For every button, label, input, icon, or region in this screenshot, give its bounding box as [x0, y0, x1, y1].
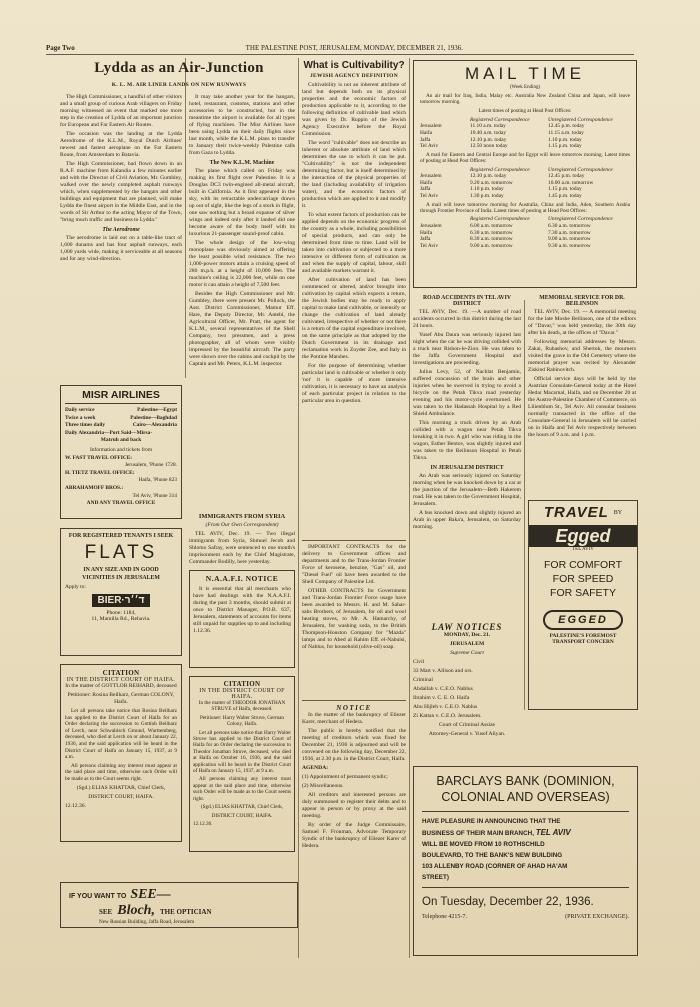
bloch-name: Bloch, — [117, 903, 155, 918]
misr-row: Matruh and back — [100, 437, 142, 444]
road-subhead: IN JERUSALEM DISTRICT — [430, 465, 504, 471]
cultivability-para: To what extent factors of production can be applied depends on the economic progress of the country as a whole, including possibilities of special products, and can only be determined from time to time. Land will be taken into cultivation or subjected to a more intensive or different form of cultivation as and when the supply of capital, labour, skill and available markets warrant it. — [302, 212, 406, 274]
egged-travel: TRAVEL — [543, 504, 609, 521]
egged-slogan: FOR SPEED — [552, 573, 614, 585]
cultivability-headline: What is Cultivability? — [303, 60, 405, 71]
lydda-para: The occasion was the landing at the Lydda Aerodrome of the K.L.M., Royal Dutch Airlines' newest and fastest aeroplane on the Far Eastern Route, from Amsterdam to Batavia. — [60, 131, 182, 158]
barclays-line: STREET) — [422, 874, 449, 881]
lydda-para: The High Commissioner, a handful of other visitors and a small group of curious Arab villagers on Friday morning witnessed an event that marked one more step in the creation of Lydda of an important junction for European and Far Eastern Air Routes. — [60, 94, 182, 128]
lydda-para: It may take another year for the hangars, hotel, restaurant, customs, stations and other accessories to be constructed, but in the meantime the airport is available for all types of flying machines. The Misr Airlines have been using Lydda on their daily flights since last month, while the K.L.M. plans to transfer to January their twice-weekly Palestine calls from Gaza to Lydda. — [189, 94, 295, 156]
road-para: A bus knocked down and slightly injured an Arab in upper Baka'a, Jerusalem, on Saturday morning. — [413, 510, 521, 530]
lydda-para: Besides the High Commissioner and Mr. Gumbley, there were present Mr. Pollock, the Asst. District Commissioner, Mamur Eff. Hare, the Deputy Director, Mr. Antebi, the Agricultural Officer, Mr. Pratt, the agent for K.L.M., several representatives of the Shell Company, two pressmen, and a press photographer, all of whom were visibly impressed by the beautiful aircraft. The party were shown over the cabins and cockpit by the Captain and Mr. Peters, K.L.M. inspector. — [189, 291, 295, 367]
lydda-para: The whole design of the low-wing monoplane was obviously aimed at offering the least possible wind resistance. The two 1,000-power motors attain a cruising speed of 280 m.p.h. at a height of 10,000 feet. The machine's ceiling is 22,000 feet, while on one motor it can attain a height of 7,500 feet. — [189, 240, 295, 288]
lydda-col1 — [60, 94, 182, 382]
bankruptcy-notice — [302, 700, 406, 950]
lydda-headline: Lydda as an Air-Junction — [94, 60, 264, 76]
road-para: TEL AVIV, Dec. 19. —A number of road accidents occurred in this district during the last 24 hours. — [413, 309, 521, 329]
citation-petitioner: Petitioner: Harry Walter Struve, German Colony, Haifa. — [199, 714, 285, 728]
misr-title: MISR AIRLINES — [65, 389, 177, 404]
mail-row: Jerusalem 6.00 a.m. tomorrow 6.30 a.m. tomorrow — [420, 222, 591, 229]
bankruptcy-para: In the matter of the bankruptcy of Eliezer Karer, merchant of Hedera. — [302, 712, 406, 725]
lydda-para: The aerodrome is laid out on a table-like tract of 1,600 dunams and has four asphalt runways, each 1,000 yards wide, making it serviceable at all seasons and for any wind-direction. — [60, 235, 182, 262]
road-accidents-title: ROAD ACCIDENTS IN TEL AVIV DISTRICT — [422, 295, 512, 307]
contracts-para: OTHER CONTRACTS for Government and Trans-Jordan Frontier Force usage have been awarded to Messrs. H. and M. Sahar-sahs Brothers, of Jerusalem, for oil and wool heating stoves, to Mr. A. Hamarchy, of Jerusalem, for washing soda, to the British Thompson-Houston Company for "Mazda" lamps and to Abed al Rahim Eff. el-Nabulsi, of Nablus, for household (olive-oil) soap. — [302, 588, 406, 650]
citation-date: 12.12.36. — [193, 820, 213, 827]
citation-court: IN THE DISTRICT COURT OF HAIFA. — [199, 688, 285, 700]
barclays-line: HAVE PLEASURE IN ANNOUNCING THAT THE — [422, 818, 561, 825]
mail-time-title: MAIL TIME — [464, 64, 586, 83]
lydda-section-head: The New K.L.M. Machine — [209, 160, 275, 166]
mail-time-box — [413, 60, 637, 288]
flats-address: 11, Mamilla Rd., Rehavia. — [91, 616, 151, 622]
egged-by: BY — [613, 509, 623, 516]
law-case: 33 Mart v. Allison and ors. — [413, 668, 473, 674]
immigrants-article — [189, 510, 295, 574]
law-case: Abu Hijleh v. C.E.O. Nablus — [413, 704, 478, 710]
naafi-notice — [189, 570, 295, 668]
immigrants-body: TEL AVIV, Dec. 19. — Two illegal immigrants from Syria, Shmuel Jecob and Shlomo Safray, were sentenced to one month's imprisonment each by the Chief Magistrate, Commander Bodilly, here yesterday. — [189, 531, 295, 565]
barclays-date: On Tuesday, December 22, 1936. — [422, 896, 594, 908]
mail-intro: A mail will leave tomorrow morning for Australia, China and India, Aden, Southern Arabia through Frontier Province of India. Latest times of posting at Head Post Offices: — [420, 201, 630, 214]
bier-logo: BIER·ד׳׳ר — [92, 594, 151, 607]
mail-intro: An air mail for Iraq, India, Malay etc. Australia New Zealand China and Japan, will leave tomorrow morning. — [420, 93, 630, 106]
bankruptcy-para: By order of the Judge Commissaire, Samuel F. Frouman, Advocate Temporary Syndic of the bankruptcy of Eliezer Karer of Hedera. — [302, 822, 406, 849]
law-title: LAW NOTICES — [431, 622, 503, 632]
bloch-address: New Russian Building, Jaffa Road, Jerusalem — [99, 919, 195, 925]
mail-row: Jaffa 8.30 a.m. tomorrow 9.00 a.m. tomorrow — [420, 236, 591, 243]
lydda-para: The plane which called on Friday was making its first flight over Palestine. It is a Douglas DC3 twin-engined all-metal aircraft, built in California. As it first appeared in the sky, with its retractable undercarriage drawn up out of sight, like the legs of a stork in flight, one saw nothing but a broad expanse of silver wings and indeed only after it landed did one become aware of the body itself with its luxurious 21-passenger sound-proof cabin. — [189, 168, 295, 237]
naafi-body: It is essential that all merchants who have had dealings with the N.A.A.F.I. during the past 3 months, should submit at once to District Manager, P.O.B. 637, Jerusalem, statements of accounts for items still unpaid for supplies up to and including 1.12.36. — [193, 586, 291, 634]
flats-title: FLATS — [84, 542, 158, 563]
citation-signature: (Sgd.) ELIAS KHATTAR, Chief Clerk, — [200, 804, 284, 811]
law-case: Abdallah v. C.E.O. Nablus — [413, 686, 473, 692]
mail-row: Jaffa 1.10 p.m. today 1.15 p.m. today — [420, 186, 582, 193]
cultivability-para: Cultivability is not an inherent attribute of land but depends both on its physical properties and the economic factors of production applicable to it, according to the following definition of cultivable land which was given by Dr. Ruppin of the Jewish Agency Executive before the Royal Commission. — [302, 82, 406, 137]
road-para: An Arab was seriously injured on Saturday morning when he was knocked down by a car at the junction of the Jerusalem—Beth Hakerem road. He was taken to the Government Hospital, Jerusalem. — [413, 473, 521, 507]
cultivability-subhead: JEWISH AGENCY DEFINITION — [310, 73, 398, 79]
bloch-optician-ad — [60, 882, 298, 928]
law-case: Attorney-General v. Yusef Aliyan. — [428, 731, 506, 737]
contracts-article — [302, 540, 406, 690]
mail-table-header: Registered Correspondence Unregistered Correspondence — [470, 216, 613, 223]
mail-latest: Latest times of posting at Head Post Offices: — [478, 107, 572, 114]
lydda-subhead: K. L. M. AIR LINER LANDS ON NEW RUNWAYS — [111, 82, 247, 88]
misr-agent-phone: Tel Aviv, 'Phone 314 — [132, 492, 177, 499]
barclays-ad — [413, 766, 638, 956]
citation-beilharz — [60, 664, 182, 842]
citation-signature: (Sgd.) ELIAS KHATTAR, Chief Clerk, — [76, 784, 166, 791]
citation-court: IN THE DISTRICT COURT OF HAIFA. — [66, 677, 176, 683]
law-date: MONDAY, Dec. 21. — [443, 632, 491, 638]
misr-row: Daily service Palestine—Egypt — [65, 407, 177, 413]
law-criminal: Criminal — [413, 677, 433, 683]
immigrants-byline: (From Our Own Correspondent) — [205, 522, 279, 528]
lydda-col2 — [189, 94, 295, 502]
barclays-title: COLONIAL AND OVERSEAS) — [441, 790, 610, 804]
citation-court-sig: DISTRICT COURT, HAIFA. — [88, 793, 154, 800]
bankruptcy-title: NOTICE — [336, 704, 372, 712]
law-case: Ibrahim v. C. E. O. Haifa — [413, 695, 470, 701]
mail-row: Haifa 6.30 a.m. tomorrow 7.30 a.m. tomorrow — [420, 229, 591, 236]
egged-slogan: FOR COMFORT — [544, 559, 622, 571]
misr-agent: ABRAHAMOFF BROS.: — [65, 484, 124, 491]
cultivability-article — [302, 60, 406, 530]
cultivability-para: For the purpose of determining whether particular land is cultivable or whether it only 'not' it is capable of more intensive cultivation, it is necessary to have an analysis of each particular project in relation to the particular area in question. — [302, 363, 406, 404]
mail-row: Jerusalem 11.10 a.m. today 12.45 p.m. today — [420, 123, 585, 130]
running-head — [46, 44, 634, 55]
lydda-para: The High Commissioner, had flown down in an R.A.F. machine from Kalandia a few minutes earlier and with the Director of Civil Aviation, Mr. Gumbley, walked over the newly completed asphalt runways which, when supplemented by the hangars and other buildings and equipment that are planned, will make Lydda the finest airport in the Middle East, and in the words of Sir Arthur to the acting Mayor of the Town, "bring much traffic and business to Lydda." — [60, 161, 182, 223]
mail-row: Haifa 10.40 a.m. today 11.15 a.m. today — [420, 130, 584, 136]
flats-body: IN ANY SIZE AND IN GOOD VICINITIES IN JERUSALEM — [82, 567, 160, 581]
misr-info: Information and tickets from — [89, 446, 153, 453]
citation-body: Let all persons take notice that Rosina Beilharz has applied to the District Court of Haifa for an Order declaring the succession to Gottlob Beilharz of Lerch, near Schwabisch Gmund, Wurttemberg, deceased, who died at Lerch on or about January 22, 1936, and the said application will be heard in the District Court of Haifa on January 15, 1937, at 9 a.m. — [65, 708, 177, 761]
barclays-line: WILL BE MOVED FROM 10 ROTHSCHILD — [422, 841, 545, 848]
bloch-line1: IF YOU WANT TO — [69, 893, 127, 900]
misr-agent: W. FAST TRAVEL OFFICE: — [65, 454, 133, 461]
citation-date: 12.12.36. — [65, 802, 86, 809]
law-civil: Civil — [413, 659, 425, 665]
citation-matter: In the matter of GOTTLOB REIHARD, deceased — [65, 683, 177, 689]
flats-ad — [60, 528, 182, 656]
mail-row: Tel Aviv 12.50 noon today 1.15 p.m. today — [420, 143, 582, 150]
citation-title: CITATION — [223, 680, 261, 688]
page-number: Page Two — [46, 44, 75, 52]
flats-phone: Phone: 1184, — [106, 610, 136, 616]
egged-ad — [528, 500, 638, 710]
barclays-line: 103 ALLENBY ROAD (CORNER OF AHAD HA'AM — [422, 863, 568, 870]
egged-badge: EGGED — [558, 614, 608, 626]
immigrants-title: IMMIGRANTS FROM SYRIA — [198, 513, 286, 520]
egged-tagline: TRANSPORT CONCERN — [552, 639, 614, 645]
law-court: Supreme Court — [450, 650, 484, 656]
law-court-assize: Court of Criminal Assize — [438, 722, 496, 728]
egged-logo: Egged — [529, 525, 637, 547]
citation-body: All persons claiming any interest must appear at the said place and time, otherwise such Order will be made as to the Court seems right. — [193, 776, 291, 802]
law-notices — [413, 622, 521, 752]
contracts-para: IMPORTANT CONTRACTS for the delivery to Government offices and departments and to the Trans-Jordan Frontier Force of kerosene, benzine, "Gas" oil, and "Diesel Fuel" oil have been awarded to the Shell Company of Palestine Ltd. — [302, 544, 406, 585]
mail-row: Haifa 9.20 a.m. tomorrow 10.00 a.m. tomorrow — [420, 179, 594, 186]
barclays-line: BOULEVARD, TO THE BANK'S NEW BUILDING — [422, 852, 563, 859]
bankruptcy-agenda-item: (2) Miscellaneous. — [302, 783, 344, 789]
mail-row: Tel Aviv 9.00 a.m. tomorrow 9.30 a.m. tomorrow — [420, 242, 591, 249]
road-accidents-article — [413, 292, 521, 597]
masthead-line: THE PALESTINE POST, JERUSALEM, MONDAY, DECEMBER 21, 1936. — [245, 44, 464, 52]
misr-agent: H. TIETZ TRAVEL OFFICE: — [65, 469, 135, 476]
flats-apply: Apply to: — [65, 584, 86, 590]
citation-body: All persons claiming any interest must appear at the said place and time, otherwise such Order will be made as to the Court seems right. — [65, 762, 177, 782]
flats-top: FOR REGISTERED TENANTS I SEEK — [68, 533, 174, 539]
citation-body: Let all persons take notice that Harry Walter Struve has applied to the District Court of Haifa for an Order declaring the succession to Theodor Jonathan Struve, deceased, who died at Haifa on October 16, 1936, and the said application will be heard in the District Court of Haifa on January 15, 1937, at 9 a.m. — [193, 729, 291, 775]
bloch-line3: THE OPTICIAN — [159, 908, 212, 916]
mail-row: Jerusalem 12.10 p.m. today 12.45 p.m. today — [420, 173, 585, 180]
citation-court-sig: DISTRICT COURT, HAIFA. — [211, 812, 273, 819]
road-para: This morning a truck driven by an Arab collided with a wagon near Petah Tikva breaking it in two. A girl who was riding in the wagon, Esther Bentov, was slightly injured and was taken to the Beilinson Hospital in Petah Tikva. — [413, 420, 521, 461]
egged-tagline: PALESTINE'S FOREMOST — [549, 633, 617, 639]
memorial-para: Official service days will be held by the Austrian Consulate-General today at the Hotel Hedar Macarnal, Haifa, and on December 20 at the Austro-Palestine Chamber of Commerce, on Lilienblum St., Tel Aviv. All consular business normally transacted in the office of the Consulate-General in Jerusalem will be carried on in Haifa and Tel Aviv respectively between the hours of 9 a.m. and 1 p.m. — [528, 376, 636, 438]
mail-table-header: Registered Correspondence Unregistered Correspondence — [470, 116, 613, 123]
memorial-article — [528, 292, 636, 497]
bankruptcy-para: The public is hereby notified that the meeting of creditors which was fixed for December 21, 1936 is adjourned and will be convened on the following day, December 22, 1936, at 2.30 p.m. in the District Court, Haifa. — [302, 728, 406, 762]
mail-row: Jaffa 12.10 p.m. today 1.10 p.m. today — [420, 136, 582, 143]
road-para: Yusef Abu Daura was seriously injured last night when the car he was driving collided with a truck near Rishon-le-Zion. He was taken to the Jaffa Government Hospital and investigations are proceeding. — [413, 332, 521, 366]
cultivability-para: The word "cultivable" does not describe an inherent or absolute attribute of land which determines the use to which it can be put. "Cultivability" is not the independent determining factor, but is itself determined by the interaction of the physical properties of the land (including availability of irrigation water), and the economic factors of production which are applied to it and modify it. — [302, 140, 406, 209]
naafi-title: N.A.A.F.I. NOTICE — [205, 574, 279, 583]
egged-logo-sub: TEL AVIV — [572, 547, 594, 552]
road-para: Julius Levy, 52, of Nachlat Benjamin, suffered concussion of the brain and other injuries when he swerved in trying to avoid a bicycle on the Petah Tikva road yesterday evening and his motor-cycle overturned. He was taken to the Hadassah Hospital by a Red Shield Ambulance. — [413, 369, 521, 417]
barclays-line: BUSINESS OF THEIR MAIN BRANCH, — [422, 830, 534, 837]
citation-title: CITATION — [102, 669, 140, 677]
bloch-see: SEE— — [130, 887, 171, 902]
law-city: JERUSALEM — [449, 641, 485, 647]
misr-agent-phone: Jerusalem, 'Phone 1728. — [124, 462, 177, 469]
mail-intro: A mail for Eastern and Central Europe and for Egypt will leave tomorrow morning. Latest times of posting at Head Post Offices: — [420, 151, 630, 165]
mail-row: Tel Aviv 1.30 p.m. today 1.45 p.m. today — [420, 192, 582, 199]
bankruptcy-agenda: AGENDA: — [302, 765, 329, 771]
misr-row: Three times daily Cairo—Alexandria — [65, 422, 177, 429]
law-case: Zi Kattan v. C.E.O. Jerusalem. — [413, 713, 482, 719]
memorial-title: MEMORIAL SERVICE FOR DR. BEILINSON — [539, 295, 625, 307]
citation-struve — [189, 676, 295, 852]
mail-table-header: Registered Correspondence Unregistered Correspondence — [470, 166, 613, 173]
memorial-para: Following memorial addresses by Messrs. Zakai, Rubashov, and Shertok, the mourners visited the grave in the Old Cemetery where the memorial prayer was recited by Alexander Ziskind Rabinovitch. — [528, 339, 636, 373]
barclays-title: BARCLAYS BANK (DOMINION, — [436, 774, 615, 788]
citation-matter: In the matter of THEODOR JONATHAN STRUVE of Haifa, deceased. — [198, 700, 286, 713]
citation-petitioner: Petitioner: Rosina Beilharz, German COLONY, Haifa. — [67, 692, 175, 705]
misr-row: Daily Alexandria—Port Said—Mirsa- — [65, 429, 153, 436]
mail-time-sub: (Week Ending) — [509, 85, 541, 90]
egged-slogan: FOR SAFETY — [550, 587, 616, 599]
misr-agent-phone: Haifa, 'Phone 823 — [138, 477, 177, 484]
barclays-exchange: (PRIVATE EXCHANGE). — [565, 914, 629, 920]
bloch-line2: SEE — [99, 908, 113, 916]
misr-row: Twice a week Palestine—Baghdad — [65, 414, 177, 421]
lydda-section-head: The Aerodrome — [102, 227, 140, 233]
barclays-city: TEL AVIV — [535, 828, 571, 837]
memorial-para: TEL AVIV, Dec. 19. — A memorial meeting for the late Moshe Beilinson, one of the editors of "Davar," was held yesterday, the 30th day after his death, at the offices of "Davar." — [528, 309, 636, 336]
bankruptcy-agenda-item: (1) Appointment of permanent syndic; — [302, 774, 388, 780]
barclays-phone: Telephone 4215-7. — [422, 914, 467, 920]
misr-airlines-ad — [60, 385, 182, 519]
cultivability-para: After cultivation of land has been commenced or altered, and/or brought into cultivation by capital which expects a return, the Jewish bodies may be ready to apply capital to make land cultivable, or intensify or change the cultivation of land already cultivated, irrespective of whether or not there is a return of the capital expenditure involved, on the same principle as that adopted by the Dutch Government in its drainage and reclamation work in Zuyder Zee, and Italy in the Pontine Marshes. — [302, 277, 406, 360]
bankruptcy-para: All creditors and interested persons are duly summoned to register their debts and to appear in person or by proxy at the said meeting. — [302, 792, 406, 819]
misr-agent: AND ANY TRAVEL OFFICE — [86, 500, 156, 507]
